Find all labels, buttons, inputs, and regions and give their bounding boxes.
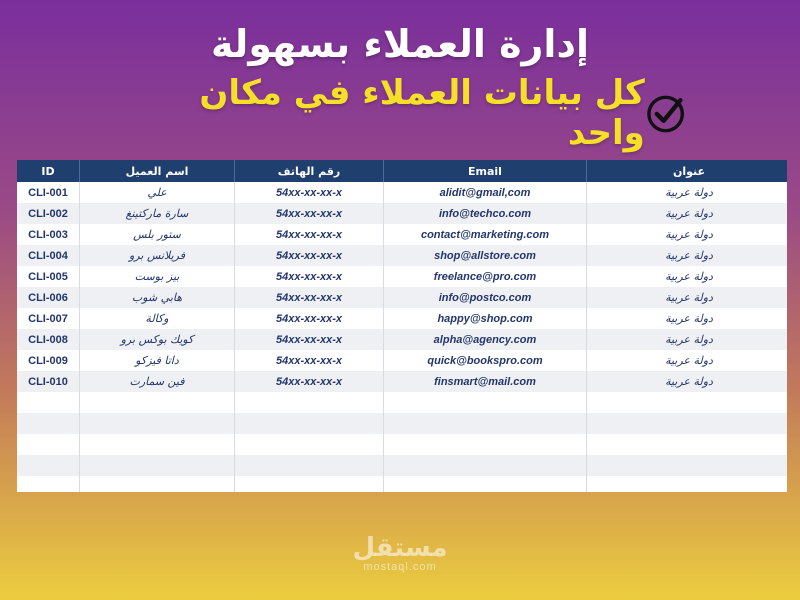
cell-id[interactable]: CLI-007 bbox=[17, 308, 80, 329]
cell-email[interactable]: alpha@agency.com bbox=[384, 329, 587, 350]
empty-cell[interactable] bbox=[587, 455, 788, 476]
table-row[interactable] bbox=[17, 350, 787, 371]
cell-phone[interactable]: 54xx-xx-xx-x bbox=[235, 308, 384, 329]
cell-name[interactable]: ستور بلس bbox=[80, 224, 235, 245]
cell-address[interactable]: دولة عربية bbox=[587, 308, 788, 329]
subtitle-row bbox=[120, 73, 690, 153]
cell-address[interactable]: دولة عربية bbox=[587, 245, 788, 266]
cell-phone[interactable]: 54xx-xx-xx-x bbox=[235, 329, 384, 350]
empty-cell[interactable] bbox=[80, 455, 235, 476]
cell-email[interactable]: info@techco.com bbox=[384, 203, 587, 224]
empty-cell[interactable] bbox=[80, 476, 235, 492]
empty-cell[interactable] bbox=[235, 455, 384, 476]
table-row[interactable] bbox=[17, 371, 787, 392]
cell-id[interactable]: CLI-006 bbox=[17, 287, 80, 308]
cell-name[interactable]: سارة ماركتينغ bbox=[80, 203, 235, 224]
cell-email[interactable]: finsmart@mail.com bbox=[384, 371, 587, 392]
table-row[interactable] bbox=[17, 182, 787, 203]
table-row[interactable] bbox=[17, 329, 787, 350]
cell-id[interactable]: CLI-002 bbox=[17, 203, 80, 224]
cell-phone[interactable]: 54xx-xx-xx-x bbox=[235, 203, 384, 224]
cell-id[interactable]: CLI-001 bbox=[17, 182, 80, 203]
cell-id[interactable]: CLI-003 bbox=[17, 224, 80, 245]
watermark-latin: mostaql.com bbox=[363, 561, 437, 573]
cell-address[interactable]: دولة عربية bbox=[587, 266, 788, 287]
empty-cell[interactable] bbox=[17, 455, 80, 476]
col-header-email[interactable]: Email bbox=[384, 160, 587, 182]
empty-cell[interactable] bbox=[384, 392, 587, 413]
cell-phone[interactable]: 54xx-xx-xx-x bbox=[235, 182, 384, 203]
empty-cell[interactable] bbox=[17, 476, 80, 492]
cell-address[interactable]: دولة عربية bbox=[587, 182, 788, 203]
cell-phone[interactable]: 54xx-xx-xx-x bbox=[235, 371, 384, 392]
empty-cell[interactable] bbox=[80, 392, 235, 413]
empty-cell[interactable] bbox=[384, 455, 587, 476]
cell-name[interactable]: كويك بوكس برو bbox=[80, 329, 235, 350]
empty-table-row[interactable] bbox=[17, 476, 787, 492]
col-header-name[interactable]: اسم العميل bbox=[80, 160, 235, 182]
cell-email[interactable]: alidit@gmail,com bbox=[384, 182, 587, 203]
watermark-arabic: مستقل bbox=[352, 533, 448, 563]
empty-cell[interactable] bbox=[80, 413, 235, 434]
empty-cell[interactable] bbox=[587, 434, 788, 455]
cell-name[interactable]: داتا فيزكو bbox=[80, 350, 235, 371]
page-subtitle: كل بيانات العملاء في مكان واحد bbox=[199, 73, 645, 153]
cell-name[interactable]: علي bbox=[80, 182, 235, 203]
cell-phone[interactable]: 54xx-xx-xx-x bbox=[235, 287, 384, 308]
empty-cell[interactable] bbox=[17, 413, 80, 434]
empty-cell[interactable] bbox=[80, 434, 235, 455]
cell-phone[interactable]: 54xx-xx-xx-x bbox=[235, 350, 384, 371]
cell-name[interactable]: فين سمارت bbox=[80, 371, 235, 392]
empty-table-row[interactable] bbox=[17, 392, 787, 413]
cell-address[interactable]: دولة عربية bbox=[587, 287, 788, 308]
empty-cell[interactable] bbox=[235, 392, 384, 413]
table-row[interactable] bbox=[17, 203, 787, 224]
empty-cell[interactable] bbox=[587, 413, 788, 434]
page-title: إدارة العملاء بسهولة bbox=[211, 22, 589, 66]
cell-phone[interactable]: 54xx-xx-xx-x bbox=[235, 266, 384, 287]
cell-name[interactable]: فريلانس برو bbox=[80, 245, 235, 266]
cell-email[interactable]: contact@marketing.com bbox=[384, 224, 587, 245]
table-row[interactable] bbox=[17, 308, 787, 329]
table-row[interactable] bbox=[17, 266, 787, 287]
cell-id[interactable]: CLI-005 bbox=[17, 266, 80, 287]
cell-phone[interactable]: 54xx-xx-xx-x bbox=[235, 224, 384, 245]
cell-name[interactable]: وكالة bbox=[80, 308, 235, 329]
check-circle-icon bbox=[645, 90, 690, 136]
empty-cell[interactable] bbox=[17, 434, 80, 455]
cell-id[interactable]: CLI-009 bbox=[17, 350, 80, 371]
empty-cell[interactable] bbox=[587, 392, 788, 413]
empty-table-row[interactable] bbox=[17, 434, 787, 455]
empty-cell[interactable] bbox=[384, 476, 587, 492]
empty-cell[interactable] bbox=[235, 476, 384, 492]
cell-email[interactable]: info@postco.com bbox=[384, 287, 587, 308]
empty-cell[interactable] bbox=[17, 392, 80, 413]
empty-cell[interactable] bbox=[384, 413, 587, 434]
cell-phone[interactable]: 54xx-xx-xx-x bbox=[235, 245, 384, 266]
table-row[interactable] bbox=[17, 245, 787, 266]
col-header-phone[interactable]: رقم الهاتف bbox=[235, 160, 384, 182]
col-header-address[interactable]: عنوان bbox=[587, 160, 788, 182]
empty-table-row[interactable] bbox=[17, 413, 787, 434]
table-row[interactable] bbox=[17, 287, 787, 308]
cell-address[interactable]: دولة عربية bbox=[587, 350, 788, 371]
cell-address[interactable]: دولة عربية bbox=[587, 203, 788, 224]
cell-name[interactable]: هابي شوب bbox=[80, 287, 235, 308]
cell-id[interactable]: CLI-010 bbox=[17, 371, 80, 392]
cell-address[interactable]: دولة عربية bbox=[587, 329, 788, 350]
table-row[interactable] bbox=[17, 224, 787, 245]
cell-id[interactable]: CLI-004 bbox=[17, 245, 80, 266]
watermark-logo bbox=[340, 535, 460, 573]
cell-email[interactable]: happy@shop.com bbox=[384, 308, 587, 329]
empty-table-row[interactable] bbox=[17, 455, 787, 476]
table-body bbox=[17, 182, 787, 492]
cell-email[interactable]: freelance@pro.com bbox=[384, 266, 587, 287]
empty-cell[interactable] bbox=[235, 434, 384, 455]
cell-address[interactable]: دولة عربية bbox=[587, 224, 788, 245]
empty-cell[interactable] bbox=[587, 476, 788, 492]
table-header-row bbox=[17, 160, 787, 182]
cell-address[interactable]: دولة عربية bbox=[587, 371, 788, 392]
cell-name[interactable]: بيز بوست bbox=[80, 266, 235, 287]
clients-table bbox=[17, 160, 787, 492]
empty-cell[interactable] bbox=[235, 413, 384, 434]
cell-email[interactable]: shop@allstore.com bbox=[384, 245, 587, 266]
col-header-id[interactable]: ID bbox=[17, 160, 80, 182]
empty-cell[interactable] bbox=[384, 434, 587, 455]
cell-email[interactable]: quick@bookspro.com bbox=[384, 350, 587, 371]
cell-id[interactable]: CLI-008 bbox=[17, 329, 80, 350]
